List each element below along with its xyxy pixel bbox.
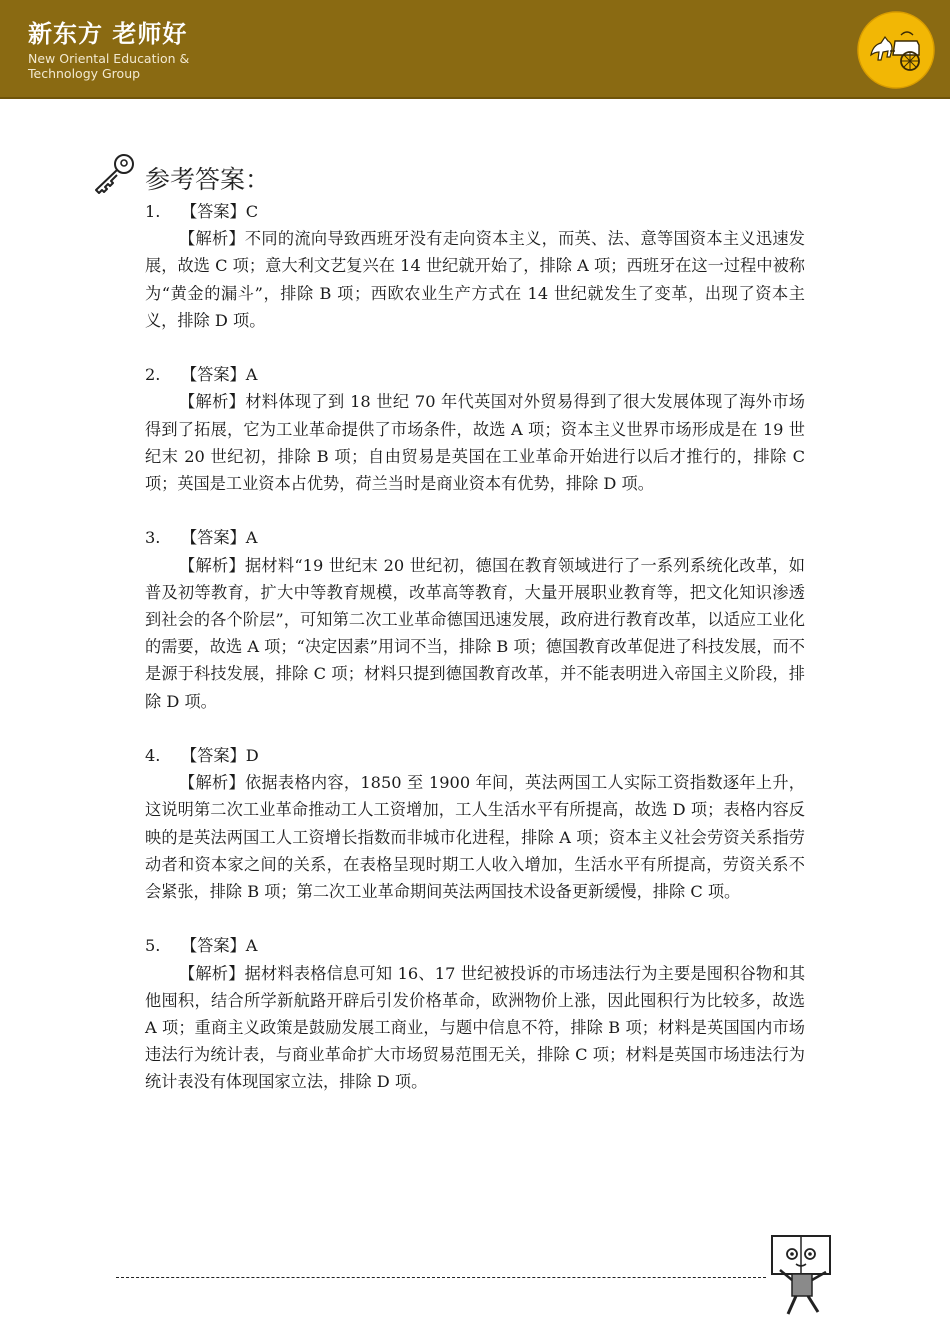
answer-list — [145, 198, 805, 1123]
answer-head — [145, 361, 805, 388]
answer-key: 【答案】D — [181, 746, 259, 766]
horse-carriage-icon — [857, 11, 935, 89]
answer-key: 【答案】C — [181, 202, 259, 221]
answer-key: 【答案】A — [181, 528, 258, 548]
answer-head — [145, 198, 805, 225]
answer-key: 【答案】A — [181, 365, 258, 385]
answer-analysis: 【解析】不同的流向导致西班牙没有走向资本主义，而英、法、意等国资本主义迅速发展，故选 C 项；意大利文艺复兴在 14 世纪就开始了，排除 A 项；西班牙在这一过程中被称为“黄金的漏斗”，排除 B 项；西欧农业生产方式在 14 世纪就发生了变革，出现了资本主义，排除 D 项。 — [145, 229, 805, 330]
answer-item-3 — [145, 524, 805, 714]
answer-number: 4. — [145, 746, 161, 766]
brand-name-en-line2: Technology Group — [28, 66, 141, 81]
answer-number: 3. — [145, 528, 161, 548]
answer-number: 2. — [145, 365, 161, 385]
brand-name-en — [28, 51, 228, 81]
answer-number: 5. — [145, 936, 161, 956]
reading-mascot-icon — [768, 1230, 838, 1320]
section-title-text: 参考答案： — [145, 165, 271, 194]
brand-name-en-line1: New Oriental Education & — [28, 51, 190, 66]
answer-item-4 — [145, 742, 805, 905]
answer-analysis: 【解析】依据表格内容，1850 至 1900 年间，英法两国工人实际工资指数逐年上升，这说明第二次工业革命推动工人工资增加，工人生活水平有所提高，故选 D 项；表格内容反映的是英法两国工人工资增长指数而非城市化进程，排除 A 项；资本主义社会劳资关系指劳动者和资本家之间的关系，在表格呈现时期工人收入增加，生活水平有所提高，劳资关系不会紧张，排除 B 项；第二次工业革命期间英法两国技术设备更新缓慢，排除 C 项。 — [145, 773, 805, 902]
answer-head — [145, 742, 805, 769]
answer-head — [145, 932, 805, 959]
page-header — [0, 0, 950, 99]
key-icon — [90, 150, 140, 196]
answer-analysis: 【解析】据材料“19 世纪末 20 世纪初，德国在教育领域进行了一系列系统化改革，如普及初等教育，扩大中等教育规模，改革高等教育，大量开展职业教育等，把文化知识渗透到社会的各个阶层”，可知第二次工业革命德国迅速发展，政府进行教育改革，以适应工业化的需要，故选 A 项；“决定因素”用词不当，排除 B 项；德国教育改革促进了科技发展，而不是源于科技发展，排除 C 项；材料只提到德国教育改革，并不能表明进入帝国主义阶段，排除 D 项。 — [145, 555, 805, 711]
answer-analysis: 【解析】材料体现了到 18 世纪 70 年代英国对外贸易得到了很大发展体现了海外市场得到了拓展，它为工业革命提供了市场条件，故选 A 项；资本主义世界市场形成是在 19 世纪末 20 世纪初，排除 B 项；自由贸易是英国在工业革命开始进行以后才推行的，排除 C 项；英国是工业资本占优势，荷兰当时是商业资本有优势，排除 D 项。 — [145, 392, 805, 494]
answer-key: 【答案】A — [181, 936, 258, 956]
brand-name-cn: 新东方 老师好 — [28, 20, 188, 48]
answer-item-1 — [145, 198, 805, 334]
answer-head — [145, 524, 805, 551]
answer-item-5 — [145, 932, 805, 1095]
answer-analysis: 【解析】据材料表格信息可知 16、17 世纪被投诉的市场违法行为主要是囤积谷物和其他囤积，结合所学新航路开辟后引发价格革命，欧洲物价上涨，因此囤积行为比较多，故选 A 项；重商主义政策是鼓励发展工商业，与题中信息不符，排除 B 项；材料是英国国内市场违法行为统计表，与商业革命扩大市场贸易范围无关，排除 C 项；材料是英国市场违法行为统计表没有体现国家立法，排除 D 项。 — [145, 963, 805, 1092]
footer-divider — [116, 1277, 766, 1278]
answer-number: 1. — [145, 202, 161, 221]
answer-item-2 — [145, 361, 805, 497]
